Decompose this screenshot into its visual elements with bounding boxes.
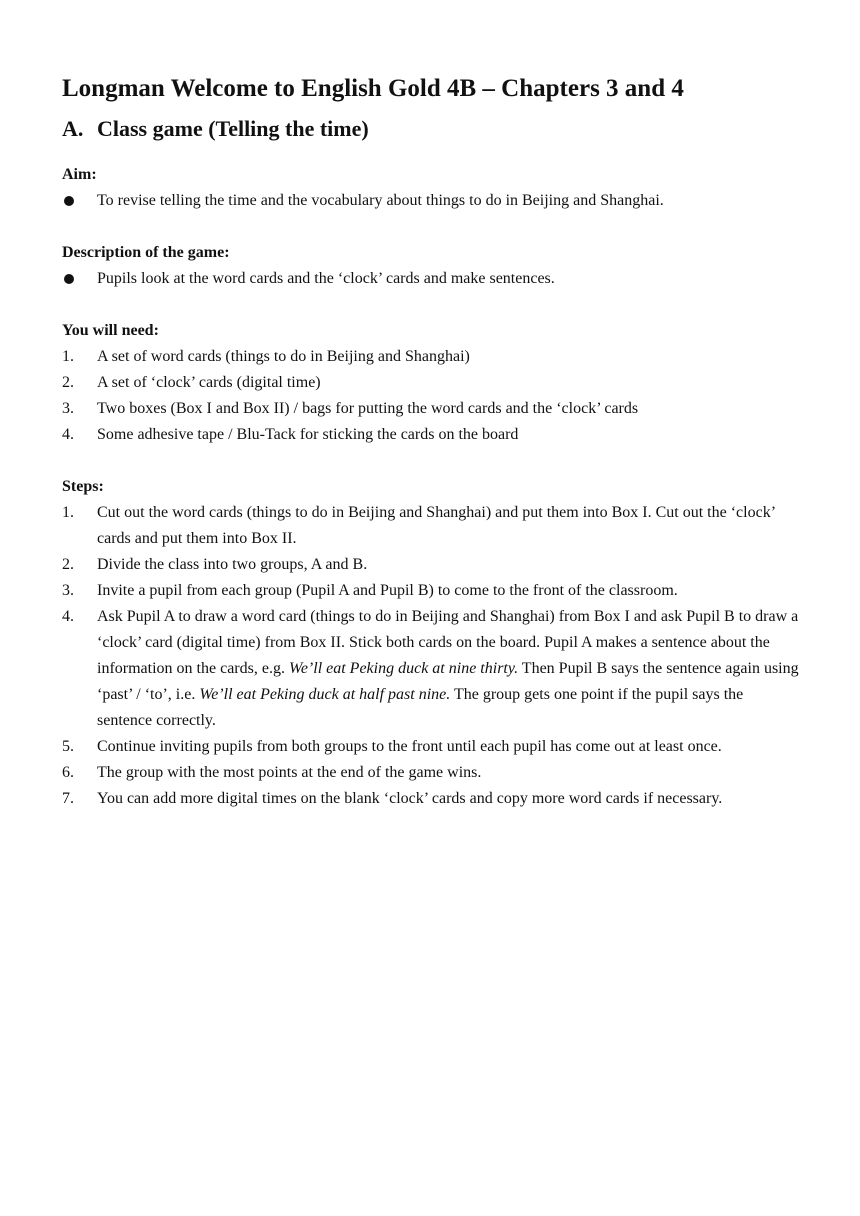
list-number: 4.: [62, 426, 74, 443]
description-list: [62, 266, 802, 292]
needs-item: [62, 370, 802, 396]
step-text-part: Ask Pupil A to draw a word card (things to do in Beijing and Shanghai) from Box I and ask Pupil B to draw a ‘clock’ card (digital time) from Box II. Stick both cards on the board. Pupil A makes a sentence about the information on the cards, e.g.: [97, 608, 799, 677]
list-number: 4.: [62, 608, 74, 625]
list-number: 6.: [62, 764, 74, 781]
section-letter: A.: [62, 116, 84, 141]
step-item-text: Divide the class into two groups, A and B.: [97, 556, 368, 573]
aim-heading: Aim:: [62, 166, 97, 183]
list-number: 7.: [62, 790, 74, 807]
document-page: [62, 72, 802, 812]
aim-item: [62, 188, 802, 214]
step-item-text: Continue inviting pupils from both groups to the front until each pupil has come out at least once.: [97, 738, 722, 755]
step-item: [62, 552, 802, 578]
step-text-part: Then Pupil B says the sentence again using ‘past’ / ‘to’, i.e.: [97, 660, 799, 703]
step-item: [62, 760, 802, 786]
aim-section: [62, 162, 802, 214]
step-item: [62, 500, 802, 552]
list-number: 1.: [62, 504, 74, 521]
needs-item-text: A set of ‘clock’ cards (digital time): [97, 374, 321, 391]
steps-heading: Steps:: [62, 478, 104, 495]
bullet-icon: [64, 196, 74, 206]
needs-item: [62, 422, 802, 448]
steps-section: [62, 474, 802, 812]
needs-item: [62, 344, 802, 370]
needs-heading: You will need:: [62, 322, 159, 339]
step-item: [62, 578, 802, 604]
step-item: [62, 786, 802, 812]
section-title-text: Class game (Telling the time): [97, 116, 369, 141]
list-number: 3.: [62, 400, 74, 417]
document-title: Longman Welcome to English Gold 4B – Chapters 3 and 4: [62, 75, 684, 102]
description-item: [62, 266, 802, 292]
needs-item-text: A set of word cards (things to do in Beijing and Shanghai): [97, 348, 470, 365]
list-number: 2.: [62, 374, 74, 391]
steps-list: [62, 500, 802, 812]
list-number: 1.: [62, 348, 74, 365]
list-number: 2.: [62, 556, 74, 573]
step-item: [62, 734, 802, 760]
needs-item: [62, 396, 802, 422]
example-sentence: We’ll eat Peking duck at half past nine.: [199, 686, 451, 703]
needs-list: [62, 344, 802, 448]
step-item-text: Cut out the word cards (things to do in Beijing and Shanghai) and put them into Box I. Cut out the ‘clock’ cards and put them into Box II.: [97, 504, 775, 547]
needs-item-text: Some adhesive tape / Blu-Tack for sticking the cards on the board: [97, 426, 519, 443]
aim-item-text: To revise telling the time and the vocabulary about things to do in Beijing and Shanghai.: [97, 192, 664, 209]
section-title: [62, 114, 802, 144]
step-text-part: The group gets one point if the pupil says the sentence correctly.: [97, 686, 744, 729]
example-sentence: We’ll eat Peking duck at nine thirty.: [288, 660, 519, 677]
description-item-text: Pupils look at the word cards and the ‘clock’ cards and make sentences.: [97, 270, 555, 287]
description-section: [62, 240, 802, 292]
needs-item-text: Two boxes (Box I and Box II) / bags for putting the word cards and the ‘clock’ cards: [97, 400, 639, 417]
needs-section: [62, 318, 802, 448]
step-item-text: The group with the most points at the end of the game wins.: [97, 764, 482, 781]
step-item-text: You can add more digital times on the blank ‘clock’ cards and copy more word cards if necessary.: [97, 790, 723, 807]
bullet-icon: [64, 274, 74, 284]
step-item-text: Invite a pupil from each group (Pupil A and Pupil B) to come to the front of the classroom.: [97, 582, 678, 599]
list-number: 5.: [62, 738, 74, 755]
list-number: 3.: [62, 582, 74, 599]
description-heading: Description of the game:: [62, 244, 230, 261]
aim-list: [62, 188, 802, 214]
step-item-text: [97, 608, 799, 729]
step-item: [62, 604, 802, 734]
